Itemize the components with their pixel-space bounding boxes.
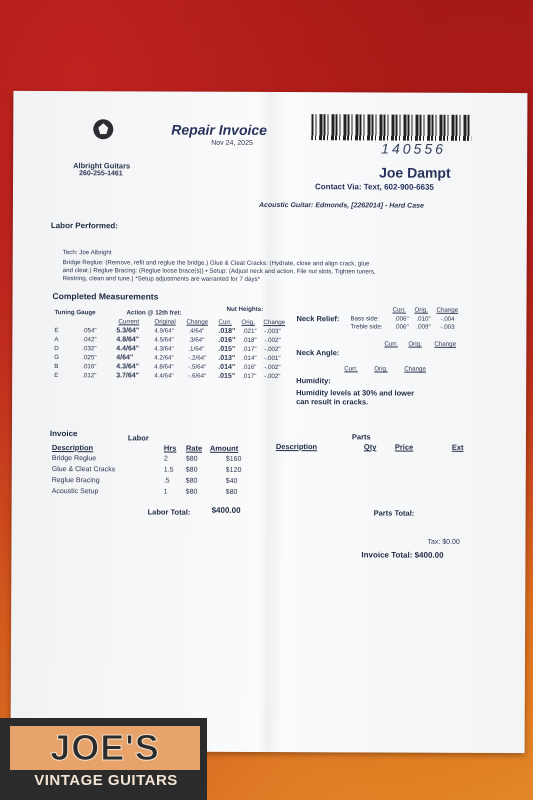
parts-total-label: Parts Total: <box>373 508 415 518</box>
treble-change: -.003 <box>440 323 455 331</box>
labor-line-1: Bridge Reglue: (Remove, refit and reglue the bridge.) Glue & Cleat Cracks: (Hydrate, close and align crack, glue <box>62 259 370 268</box>
measurement-cell-nc: .015" <box>218 372 236 380</box>
bass-change: -.004 <box>440 315 455 323</box>
invoice-number: 140556 <box>381 140 446 157</box>
watermark-subtitle: VINTAGE GUITARS <box>34 772 178 789</box>
labor-cell-amt: $40 <box>225 477 238 485</box>
humidity-col-orig: Orig. <box>374 365 388 373</box>
parts-heading: Parts <box>351 432 371 442</box>
labor-cell-rate: $80 <box>185 488 198 496</box>
labor-line-2: and cleat.) Reglue Bracing: (Reglue loose brace(s)) • Setup: (Adjust neck and action, File nut slots, Tighten tuners, <box>62 267 376 276</box>
labor-cell-desc: Reglue Bracing <box>51 477 100 485</box>
instrument-info: Acoustic Guitar: Edmonds, [2262014] - Hard Case <box>258 201 424 210</box>
measurement-cell-no: .014" <box>242 354 257 362</box>
labor-heading: Labor <box>127 433 149 443</box>
measurement-cell-g: .012" <box>82 372 97 380</box>
action-heading: Action @ 12th fret: <box>126 309 182 317</box>
measurement-cell-orig: 4.2/64" <box>154 354 174 362</box>
angle-col-orig: Orig. <box>408 340 422 348</box>
measurement-cell-nc: .013" <box>218 354 236 362</box>
measurement-cell-no: .018" <box>242 336 257 344</box>
invoice-title: Repair Invoice <box>171 121 268 138</box>
parts-col-ext: Ext <box>451 442 464 452</box>
col-original: Original <box>154 318 176 326</box>
measurement-cell-cur: 3.7/64" <box>116 372 139 380</box>
labor-cell-amt: $80 <box>225 488 238 496</box>
shop-name: Albright Guitars <box>73 161 131 171</box>
tuning-gauge-label: Tuning Gauge <box>54 309 96 317</box>
albright-logo-icon <box>93 119 113 139</box>
labor-col-hrs: Hrs <box>163 443 177 453</box>
labor-total-label: Labor Total: <box>147 507 191 517</box>
humidity-col-curr: Curr. <box>344 365 358 373</box>
labor-cell-hrs: .5 <box>163 477 170 485</box>
measurement-cell-chg: .1/64" <box>188 345 205 353</box>
measurement-cell-g: .025" <box>82 354 97 362</box>
measurement-cell-no: .017" <box>242 345 257 353</box>
measurement-cell-chg: -.2/64" <box>188 354 207 362</box>
labor-cell-desc: Glue & Cleat Cracks <box>51 466 116 474</box>
measurements-heading: Completed Measurements <box>52 291 159 302</box>
invoice-date: Nov 24, 2025 <box>211 139 253 147</box>
measurement-cell-g: .054" <box>82 327 97 335</box>
parts-col-qty: Qty <box>363 442 377 452</box>
measurement-cell-s: D <box>54 345 59 353</box>
labor-cell-amt: $160 <box>225 455 242 463</box>
labor-cell-hrs: 2 <box>163 455 168 463</box>
col-nut-curr: Curr. <box>218 318 232 326</box>
measurement-cell-chg: -.6/64" <box>188 372 207 380</box>
col-nut-change: Change <box>263 318 286 327</box>
treble-side-label: Treble side: <box>350 323 383 331</box>
measurement-cell-orig: 4.4/64" <box>154 372 174 380</box>
treble-curr: .006" <box>394 323 409 331</box>
measurement-cell-orig: 4.3/64" <box>154 345 174 353</box>
measurement-cell-no: .017" <box>242 372 257 380</box>
labor-cell-amt: $120 <box>225 466 242 474</box>
labor-cell-hrs: 1 <box>163 488 168 496</box>
measurement-cell-s: B <box>54 363 59 371</box>
col-nut-orig: Orig. <box>241 318 255 326</box>
measurement-cell-nchg: -.002" <box>264 336 281 345</box>
customer-name: Joe Dampt <box>379 164 451 181</box>
measurement-cell-cur: 4.8/64" <box>116 336 140 344</box>
angle-col-curr: Curr. <box>384 340 398 348</box>
measurement-cell-chg: .4/64" <box>188 327 205 335</box>
humidity-note-1: Humidity levels at 30% and lower <box>296 388 415 398</box>
measurement-cell-chg: .3/64" <box>188 336 205 344</box>
col-change: Change <box>186 318 209 326</box>
labor-col-amount: Amount <box>209 443 239 453</box>
measurement-cell-cur: 4.3/64" <box>116 363 140 371</box>
humidity-note-2: can result in cracks. <box>296 397 369 407</box>
col-current: Current <box>118 318 140 326</box>
measurement-cell-g: .042" <box>82 336 97 344</box>
labor-cell-hrs: 1.5 <box>163 466 174 474</box>
angle-col-change: Change <box>434 340 457 348</box>
measurement-cell-s: E <box>54 327 59 335</box>
relief-col-orig: Orig. <box>414 306 428 314</box>
barcode <box>311 114 471 141</box>
tax-amount: Tax: $0.00 <box>427 538 460 546</box>
neck-angle-label: Neck Angle: <box>296 348 340 358</box>
measurement-cell-nc: .016" <box>218 336 236 344</box>
measurement-cell-cur: 4.4/64" <box>116 345 140 353</box>
measurement-cell-chg: -.5/64" <box>188 363 207 371</box>
bass-curr: .006" <box>394 315 409 323</box>
labor-col-description: Description <box>51 443 94 453</box>
labor-col-rate: Rate <box>185 443 203 453</box>
neck-relief-label: Neck Relief: <box>296 314 340 324</box>
parts-col-description: Description <box>275 442 318 452</box>
measurement-cell-nc: .014" <box>218 363 236 371</box>
measurement-cell-nc: .015" <box>218 345 236 353</box>
measurement-cell-s: G <box>54 354 60 362</box>
watermark-brand: JOE'S <box>50 727 160 768</box>
labor-cell-rate: $80 <box>185 466 198 474</box>
measurement-cell-g: .016" <box>82 363 97 371</box>
measurement-cell-no: .021" <box>242 327 257 335</box>
measurement-cell-orig: 4.5/64" <box>154 336 174 344</box>
measurement-cell-orig: 4.8/64" <box>154 363 174 371</box>
labor-cell-rate: $80 <box>185 477 198 485</box>
measurement-cell-nchg: -.002" <box>264 363 281 372</box>
treble-orig: .009" <box>416 323 431 331</box>
measurement-cell-nchg: -.002" <box>264 372 281 381</box>
measurement-cell-nchg: -.001" <box>264 354 281 363</box>
measurement-cell-nchg: -.002" <box>264 345 281 354</box>
watermark-logo <box>10 726 200 770</box>
bass-orig: .010" <box>416 315 431 323</box>
measurement-cell-g: .032" <box>82 345 97 353</box>
invoice-paper <box>11 91 528 753</box>
labor-cell-desc: Bridge Reglue <box>51 455 97 463</box>
labor-line-3: Restring, clean and tune.) *Setup adjustments are warranted for 7 days* <box>62 275 261 283</box>
invoice-total: Invoice Total: $400.00 <box>361 550 444 560</box>
parts-col-price: Price <box>394 442 414 452</box>
measurement-cell-s: A <box>54 336 59 344</box>
tech-name: Tech: Joe Albright <box>62 249 112 257</box>
bass-side-label: Bass side: <box>350 315 380 323</box>
labor-cell-rate: $80 <box>185 455 198 463</box>
nut-heights-heading: Nut Heights: <box>226 305 264 313</box>
humidity-label: Humidity: <box>296 376 331 386</box>
labor-total-value: $400.00 <box>211 505 241 515</box>
measurement-cell-nc: .018" <box>218 327 236 335</box>
measurement-cell-orig: 4.9/64" <box>154 327 174 335</box>
measurement-cell-no: .016" <box>242 363 257 371</box>
shop-phone: 260-255-1461 <box>79 170 123 178</box>
invoice-heading: Invoice <box>49 429 78 439</box>
labor-performed-heading: Labor Performed: <box>50 221 118 231</box>
relief-col-change: Change <box>436 306 459 314</box>
measurement-cell-nchg: -.003" <box>264 327 281 336</box>
measurement-cell-cur: 4/64" <box>116 354 134 362</box>
humidity-col-change: Change <box>404 365 426 373</box>
measurement-cell-s: E <box>54 372 59 380</box>
customer-contact: Contact Via: Text, 602-900-6635 <box>315 182 434 192</box>
labor-cell-desc: Acoustic Setup <box>51 488 99 496</box>
relief-col-curr: Curr. <box>392 306 406 314</box>
measurement-cell-cur: 5.3/64" <box>116 327 140 335</box>
